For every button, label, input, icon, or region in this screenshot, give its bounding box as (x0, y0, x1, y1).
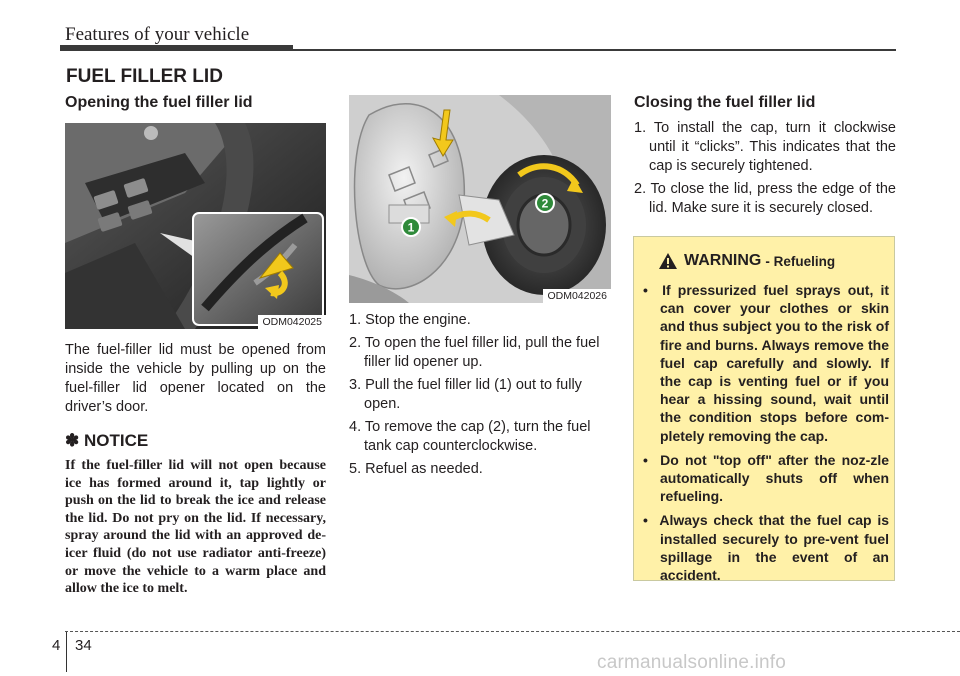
bullet: • (643, 451, 648, 468)
list-item: 1. To install the cap, turn it clockwise until it “clicks”. This indicates that the cap is securely tightened. (634, 120, 896, 174)
footer-rule (65, 631, 960, 632)
list-item (643, 281, 889, 445)
list-item: 3. Pull the fuel filler lid (1) out to fully open. (349, 377, 582, 412)
door-panel-illustration (65, 123, 326, 329)
opening-paragraph: The fuel-filler lid must be opened from inside the vehicle by pulling up on the fuel-filler lid opener located on the driver’s door. (65, 342, 326, 415)
header-rule-thick (60, 45, 293, 51)
section-title: FUEL FILLER LID (66, 66, 223, 87)
warning-box (633, 236, 895, 584)
chapter-title: Features of your vehicle (65, 24, 250, 45)
warning-item-text: If pressurized fuel sprays out, it can cover your clothes or skin and thus subject you to the risk of fire and burns. Always remove the fuel cap carefully and slowly. If the cap is venting fuel or if you hear a hissing sound, wait until the condition stops before com-pletely removing the cap. (660, 282, 890, 444)
notice-symbol-icon: ✽ (65, 431, 80, 450)
footer-divider (66, 632, 67, 672)
callout-2: 2 (541, 196, 549, 211)
image-code: ODM042026 (543, 289, 611, 303)
header-rule-thin (293, 49, 896, 51)
notice-body: If the fuel-filler lid will not open because ice has formed around it, tap lightly or push on the lid to break the ice and release the lid. Do not pry on the lid. If necessary, spray around the lid with an approved de-icer fluid (do not use radiator anti-freeze) or move the vehicle to a warm place and allow the ice to melt. (65, 458, 326, 597)
warning-subtitle: - Refueling (765, 253, 836, 269)
opening-title: Opening the fuel filler lid (65, 94, 253, 111)
warning-item-text: Always check that the fuel cap is installed securely to pre-vent fuel spillage in the event of an accident. (659, 512, 889, 584)
list-item: 2. To open the fuel filler lid, pull the fuel filler lid opener up. (349, 335, 600, 370)
list-item (643, 451, 889, 506)
warning-triangle-icon (658, 252, 678, 270)
opening-steps (349, 311, 611, 483)
list-item (643, 511, 889, 584)
warning-title: WARNING (684, 252, 762, 269)
watermark: carmanualsonline.info (597, 652, 787, 673)
list-item: 1. Stop the engine. (349, 312, 471, 328)
closing-title: Closing the fuel filler lid (634, 94, 816, 111)
notice-title: NOTICE (83, 431, 149, 450)
fuel-lid-illustration (349, 95, 611, 303)
door-opener-photo (65, 123, 326, 329)
closing-steps (634, 119, 896, 222)
fuel-lid-photo (349, 95, 611, 303)
page-number: 34 (75, 637, 92, 654)
list-item: 5. Refuel as needed. (349, 461, 483, 477)
callout-1: 1 (407, 220, 415, 235)
notice-heading (65, 431, 148, 451)
image-code: ODM042025 (258, 315, 326, 329)
bullet: • (643, 282, 648, 298)
warning-item-text: Do not "top off" after the noz-zle automatically shuts off when refueling. (660, 451, 890, 505)
chapter-number: 4 (52, 637, 61, 654)
list-item: 2. To close the lid, press the edge of the lid. Make sure it is securely closed. (634, 181, 896, 216)
warning-list (643, 281, 889, 590)
list-item: 4. To remove the cap (2), turn the fuel tank cap counterclockwise. (349, 419, 591, 454)
bullet: • (643, 512, 648, 529)
warning-heading (658, 252, 835, 270)
